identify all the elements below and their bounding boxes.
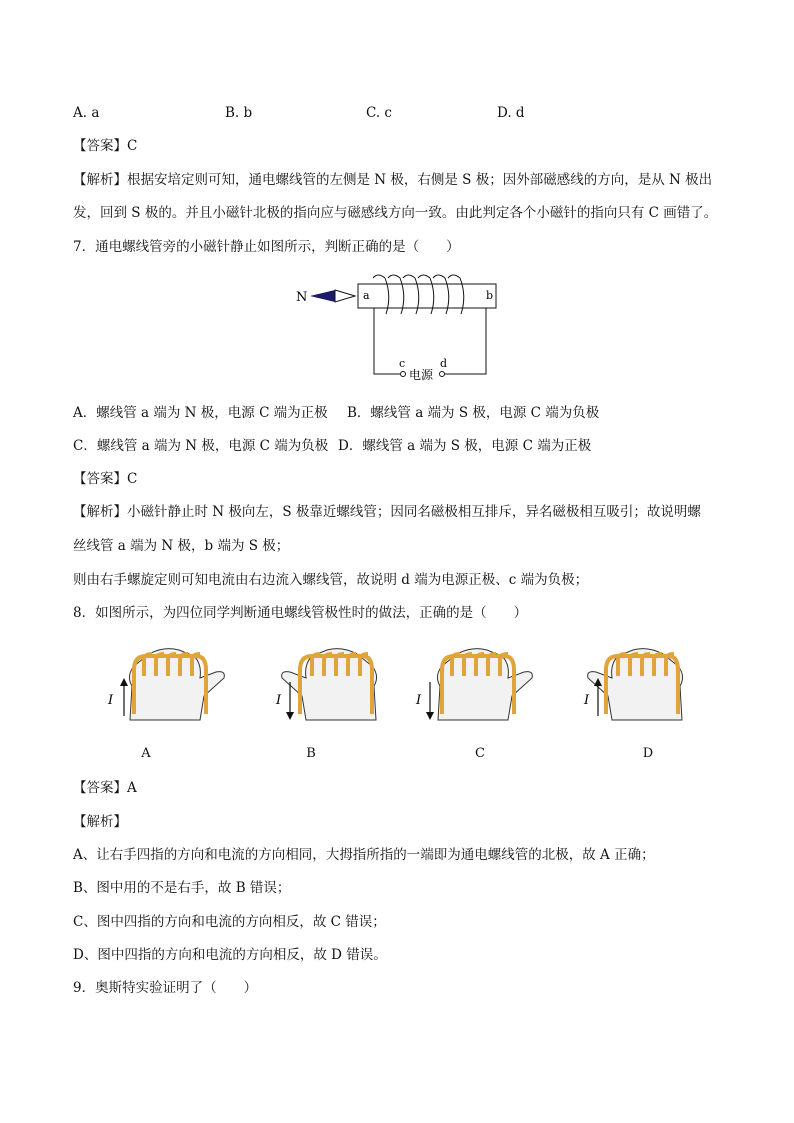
q7-option-d: D．螺线管 a 端为 S 极，电源 C 端为正极 (338, 438, 592, 454)
q6-option-a: A. a (73, 105, 100, 121)
q7-option-a: A．螺线管 a 端为 N 极，电源 C 端为正极 (73, 405, 328, 421)
q8-analysis-d: D、图中四指的方向和电流的方向相反，故 D 错误。 (73, 947, 387, 963)
q8-figure-b (272, 636, 402, 728)
q8-figure-a (104, 636, 234, 728)
q8-figure-d (578, 636, 708, 728)
current-label: I (108, 693, 114, 708)
q8-analysis-title: 【解析】 (73, 814, 127, 830)
q7-analysis-line-3: 则由右手螺旋定则可知电流由右边流入螺线管，故说明 d 端为电源正极、c 端为负极； (73, 572, 589, 588)
power-source-label: 电源 (409, 368, 434, 382)
q6-option-d: D. d (497, 105, 525, 121)
wire-right (445, 308, 486, 374)
q6-analysis-line-2: 发，回到 S 极的。并且小磁针北极的指向应与磁感线方向一致。由此判定各个小磁针的指向只有 C 画错了。 (73, 205, 718, 221)
q6-option-c: C. c (366, 105, 392, 121)
q8-figure-c (412, 636, 542, 728)
q7-answer: 【答案】C (73, 471, 138, 487)
q8-label-a: A (141, 746, 151, 761)
q8-analysis-a: A、让右手四指的方向和电流的方向相同，大拇指所指的一端即为通电螺线管的北极，故 A 正确； (73, 847, 655, 863)
q7-option-b: B．螺线管 a 端为 S 极，电源 C 端为负极 (347, 405, 600, 421)
current-label: I (584, 693, 590, 708)
q7-analysis-line-1: 【解析】小磁针静止时 N 极向左，S 极靠近螺线管；因同名磁极相互排斥，异名磁极相互吸引；故说明螺 (73, 504, 701, 520)
solenoid-end-b: b (486, 289, 494, 302)
q7-solenoid-figure (290, 268, 510, 388)
hand-shape (282, 649, 377, 720)
solenoid-end-a: a (363, 289, 370, 302)
q6-answer: 【答案】C (73, 138, 138, 154)
q8-analysis-b: B、图中用的不是右手，故 B 错误； (73, 880, 291, 896)
q6-analysis-line-1: 【解析】根据安培定则可知，通电螺线管的左侧是 N 极，右侧是 S 极；因外部磁感线的方向，是从 N 极出 (73, 172, 713, 188)
q8-answer: 【答案】A (73, 780, 137, 796)
terminal-c (401, 372, 406, 377)
q7-analysis-line-2: 丝线管 a 端为 N 极，b 端为 S 极； (73, 538, 290, 554)
q9-stem: 9．奥斯特实验证明了（ ） (73, 980, 258, 996)
q8-stem: 8．如图所示，为四位同学判断通电螺线管极性时的做法，正确的是（ ） (73, 605, 528, 621)
q7-stem: 7．通电螺线管旁的小磁针静止如图所示，判断正确的是（ ） (73, 239, 460, 255)
q8-label-c: C (475, 746, 485, 761)
current-label: I (416, 693, 422, 708)
terminal-d-label: d (440, 357, 448, 370)
hand-shape (588, 649, 683, 720)
q8-analysis-c: C、图中四指的方向和电流的方向相反，故 C 错误； (73, 914, 386, 930)
q7-option-c: C．螺线管 a 端为 N 极，电源 C 端为负极 (73, 438, 329, 454)
q6-option-b: B. b (225, 105, 253, 121)
wire-left (374, 308, 400, 374)
terminal-d (440, 372, 445, 377)
needle-n-label: N (296, 290, 308, 305)
q8-label-d: D (642, 746, 654, 761)
needle-south-half (335, 290, 355, 302)
current-label: I (276, 693, 282, 708)
solenoid-body (358, 284, 496, 308)
q8-label-b: B (306, 746, 316, 761)
terminal-c-label: c (399, 357, 406, 370)
needle-north-half (310, 290, 335, 302)
